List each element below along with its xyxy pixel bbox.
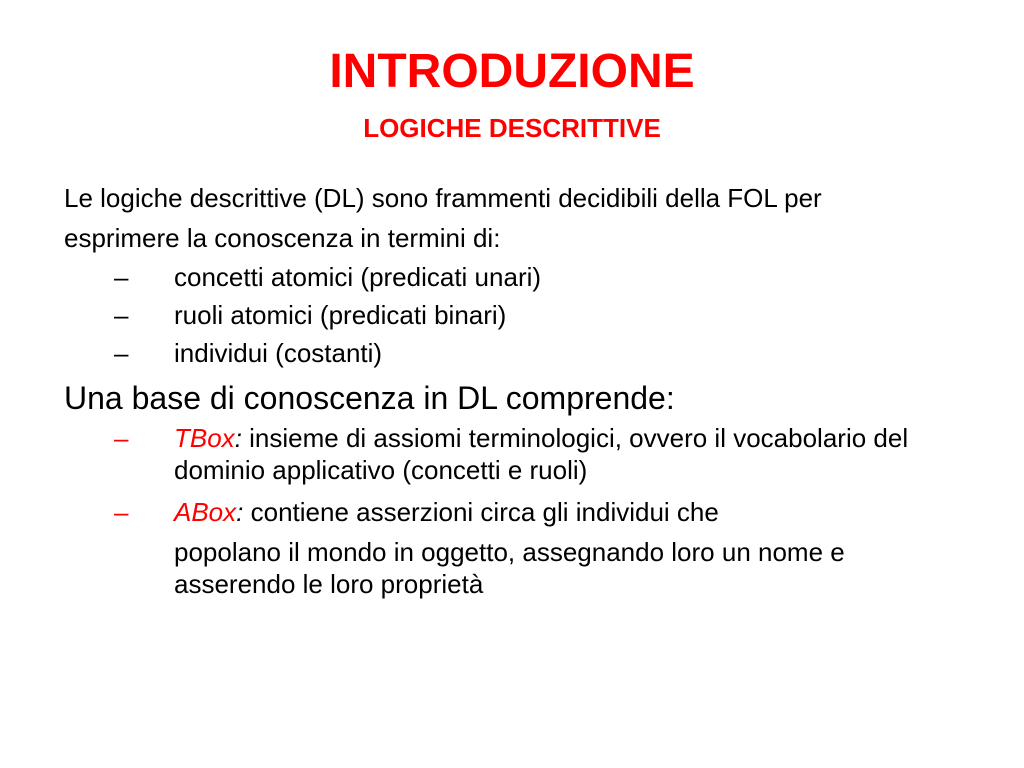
list-item-text: concetti atomici (predicati unari)	[174, 262, 542, 292]
slide-title: INTRODUZIONE	[329, 45, 695, 98]
list-item	[64, 258, 964, 296]
kb-list	[64, 422, 964, 600]
dash-bullet: –	[114, 262, 129, 292]
tbox-colon: :	[234, 423, 242, 453]
abox-colon: :	[236, 497, 244, 527]
slide-subtitle: LOGICHE DESCRITTIVE	[363, 113, 661, 143]
intro-list	[64, 258, 964, 372]
dash-bullet: –	[114, 423, 129, 453]
list-item-text: individui (costanti)	[174, 338, 383, 368]
dash-bullet: –	[114, 497, 129, 527]
list-item-text: ruoli atomici (predicati binari)	[174, 300, 507, 330]
dash-bullet: –	[114, 338, 129, 368]
abox-item	[64, 490, 934, 600]
abox-description-line1: contiene asserzioni circa gli individui che	[243, 497, 719, 527]
tbox-term: TBox	[174, 423, 235, 453]
abox-term: ABox	[174, 497, 237, 527]
tbox-item	[64, 422, 934, 486]
abox-first-line	[174, 490, 934, 534]
list-item	[64, 334, 964, 372]
intro-paragraph: Le logiche descrittive (DL) sono frammenti decidibili della FOL per esprimere la conoscenza in termini di:	[64, 183, 822, 253]
slide-body	[64, 178, 964, 600]
dash-bullet: –	[114, 300, 129, 330]
kb-heading: Una base di conoscenza in DL comprende:	[64, 380, 675, 416]
list-item	[64, 296, 964, 334]
abox-description-rest: popolano il mondo in oggetto, assegnando loro un nome e asserendo le loro proprietà	[174, 537, 845, 599]
tbox-description: insieme di assiomi terminologici, ovvero il vocabolario del dominio applicativo (concetti e ruoli)	[174, 423, 909, 485]
